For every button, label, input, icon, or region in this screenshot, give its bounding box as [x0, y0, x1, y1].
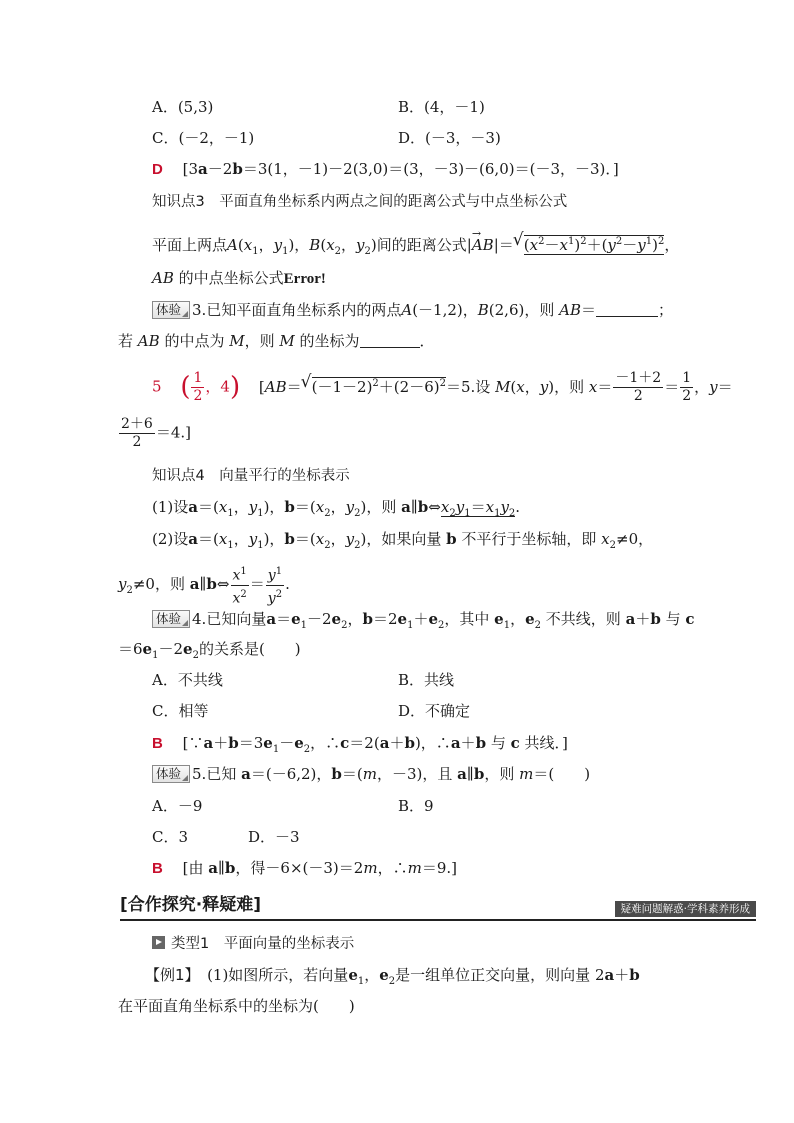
parallel-condition-1: (1)设$a=(x_1$，$y_1$)，$b=(x_2$，$y_2$)，则 $a\parallel b\Leftrightarrow x_2y_1=x_1y_2$.: [152, 498, 521, 519]
option-b: B．(4，－1): [398, 98, 485, 116]
type-1-heading: 类型1 平面向量的坐标表示: [152, 934, 354, 954]
parallel-condition-2: (2)设$a=(x_1$，$y_1$)，$b=(x_2$，$y_2$)，如果向量 b 不平行于坐标轴，即 $x_2\ne 0$，: [152, 530, 654, 551]
section-title: [合作探究·释疑难]: [120, 895, 261, 915]
option-b: B．共线: [398, 671, 455, 689]
question-4: 体验 4.已知向量$a=e_1-2e_2$，$b=2e_1+e_2$，其中 $e_1$，$e_2$ 不共线，则 a＋b 与 c: [152, 609, 695, 636]
question-3-line2: 若 AB 的中点为 M，则 M 的坐标为 ．: [118, 332, 435, 350]
answer-letter: D: [152, 161, 163, 178]
question-4-line2: $=6e_1-2e_2$的关系是( ): [118, 640, 301, 661]
option-b: B．9: [398, 797, 434, 815]
answer-five: 5: [152, 377, 162, 396]
option-d: D．不确定: [398, 702, 471, 720]
answer-line-4: B [$\because a+b=3e_1-e_2$，∴c＝2(a＋b)，∴a＋b 与 c 共线．]: [152, 734, 568, 755]
answer-explanation: [3a－2b＝3(1，－1)－2(3,0)＝(3，－3)－(6,0)＝(－3，－3)．]: [167, 160, 619, 178]
tiyan-badge: 体验: [152, 765, 190, 783]
section-badge: 疑难问题解惑·学科素养形成: [615, 901, 756, 917]
option-c: C．3: [152, 828, 189, 846]
tiyan-badge: 体验: [152, 301, 190, 319]
option-d: D．(－3，－3): [398, 129, 501, 147]
blank-m[interactable]: [360, 333, 420, 348]
blank-ab[interactable]: [596, 302, 658, 317]
question-5: 体验 5.已知 a＝(－6,2)，b＝(m，－3)，且 a∥b，则 m＝( ): [152, 764, 590, 784]
example-1: 【例1】 (1)如图所示，若向量$e_1$，$e_2$是一组单位正交向量，则向量 2a＋b: [145, 966, 640, 987]
section-header: [120, 893, 756, 921]
example-1-line2: 在平面直角坐标系中的坐标为( ): [118, 997, 355, 1015]
knowledge-point-4: 知识点4 向量平行的坐标表示: [152, 468, 350, 484]
knowledge-point-3: 知识点3 平面直角坐标系内两点之间的距离公式与中点坐标公式: [152, 194, 568, 210]
answer-line-1: [152, 159, 619, 180]
option-a: A．不共线: [152, 671, 223, 689]
answer-line-3b: $\frac{2+6}{2}$ ＝4.]: [121, 416, 191, 450]
parallel-condition-2b: $y_2\ne 0$，则 a∥b⇔ $\frac{x^1}{x^2}$ ＝ $\frac{y^1}{y^2}$ .: [118, 563, 290, 607]
answer-line-3: 5 ( $\frac{1}{2}$ ，4) [AB＝√ $(-1-2)^2+(2-6)^2=5$.设 M(x，y)，则 x＝ $\frac{-1+2}{2}$ ＝ $\frac{1}{2}$ ，y＝: [152, 370, 733, 405]
option-a: A．(5,3): [152, 98, 214, 116]
option-c: C．相等: [152, 702, 209, 720]
answer-line-5: B [由 a∥b，得－6×(－3)＝2m，∴m＝9.]: [152, 859, 457, 877]
option-c: C．(－2，－1): [152, 129, 255, 147]
distance-formula-line: 平面上两点$A(x_1$，$y_1$)，$B(x_2$，$y_2$)间的距离公式|→ AB|＝√ $(x^2-x^1)^2+(y^2-y^1)^2$，: [152, 232, 679, 262]
midpoint-formula-line: AB 的中点坐标公式Error!: [152, 269, 326, 287]
option-a: A．－9: [152, 797, 203, 815]
option-d: D．－3: [248, 828, 300, 846]
question-3: 体验 3.已知平面直角坐标系内的两点A(－1,2)，B(2,6)，则 AB＝ ；: [152, 300, 673, 320]
tiyan-badge: 体验: [152, 610, 190, 628]
play-icon: [152, 936, 165, 949]
